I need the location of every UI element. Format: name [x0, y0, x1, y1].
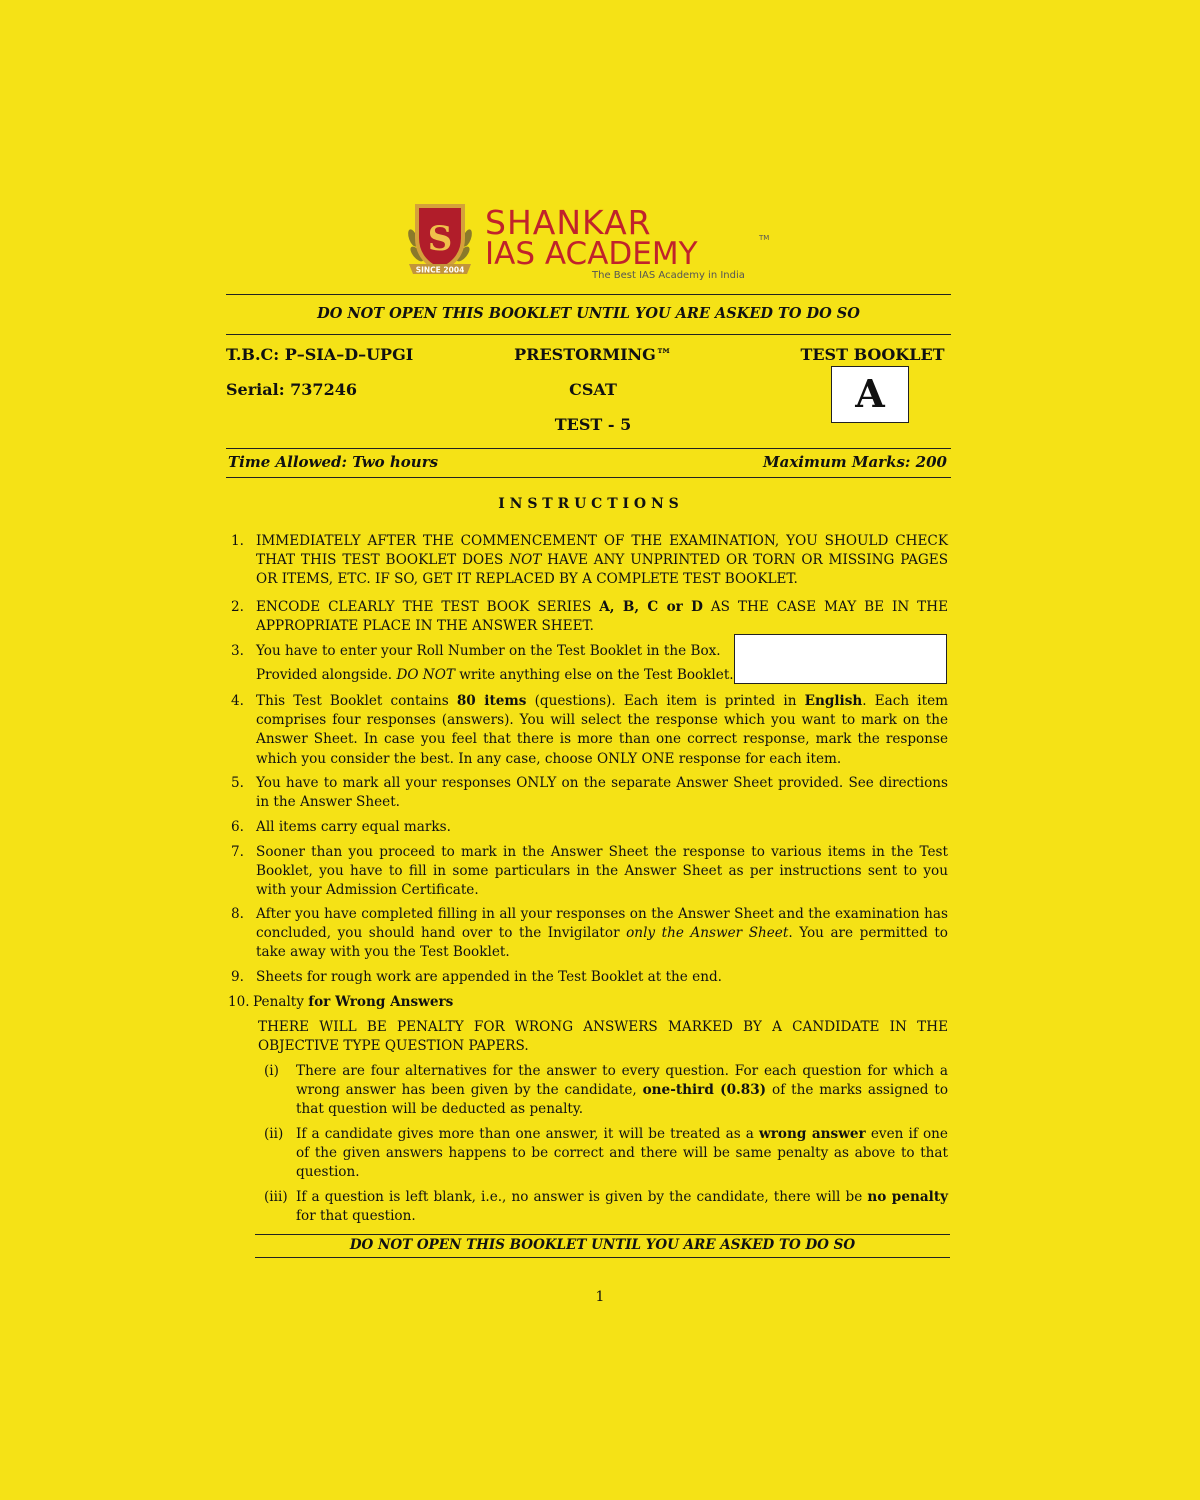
- series-box: [831, 366, 909, 423]
- divider: [226, 477, 951, 478]
- prestorming-title: PRESTORMING™: [514, 345, 672, 364]
- roll-number-box[interactable]: [734, 634, 947, 684]
- item-number: 7.: [231, 844, 244, 860]
- series-letter: A: [855, 371, 885, 416]
- divider: [226, 448, 951, 449]
- logo-line-1: SHANKAR: [485, 203, 652, 242]
- item-number: 8.: [231, 906, 244, 922]
- item-number: 2.: [231, 599, 244, 615]
- sub-item-number: (ii): [264, 1126, 284, 1142]
- logo-tagline: The Best IAS Academy in India: [592, 270, 745, 281]
- penalty-paragraph: THERE WILL BE PENALTY FOR WRONG ANSWERS MARKED BY A CANDIDATE IN THE OBJECTIVE TYPE QUESTION PAPERS.: [258, 1019, 948, 1055]
- penalty-rule-1: There are four alternatives for the answer to every question. For each question for which a wrong answer has been given by the candidate, one-third (0.83) of the marks assigned to that question will be deducted as penalty.: [296, 1063, 948, 1118]
- csat-title: CSAT: [569, 380, 617, 399]
- serial-number: Serial: 737246: [226, 380, 357, 399]
- item-number: 4.: [231, 693, 244, 709]
- page-number: 1: [595, 1289, 605, 1305]
- sub-item-number: (i): [264, 1063, 279, 1079]
- instruction-item-6: All items carry equal marks.: [256, 819, 451, 835]
- test-booklet-label: TEST BOOKLET: [800, 345, 945, 364]
- item-number: 3.: [231, 643, 244, 659]
- item-number: 1.: [231, 533, 244, 549]
- instruction-item-1: IMMEDIATELY AFTER THE COMMENCEMENT OF THE EXAMINATION, YOU SHOULD CHECK THAT THIS TEST BOOKLET DOES NOT HAVE ANY UNPRINTED OR TORN OR MISSING PAGES OR ITEMS, ETC. IF SO, GET IT REPLACED BY A COMPLETE TEST BOOKLET.: [256, 533, 949, 588]
- penalty-rule-3: If a question is left blank, i.e., no answer is given by the candidate, there will be no penalty for that question.: [296, 1189, 948, 1225]
- penalty-rule-2: If a candidate gives more than one answer, it will be treated as a wrong answer even if one of the given answers happens to be correct and there will be same penalty as above to that question.: [296, 1126, 948, 1181]
- maximum-marks: Maximum Marks: 200: [763, 453, 947, 471]
- tbc-code: T.B.C: P–SIA–D–UPGI: [226, 345, 414, 364]
- since-text: SINCE 2004: [415, 265, 465, 275]
- top-warning-banner: DO NOT OPEN THIS BOOKLET UNTIL YOU ARE ASKED TO DO SO: [317, 305, 860, 322]
- divider: [255, 1257, 950, 1258]
- bottom-warning-banner: DO NOT OPEN THIS BOOKLET UNTIL YOU ARE ASKED TO DO SO: [349, 1237, 856, 1253]
- academy-logo: [405, 198, 785, 284]
- item-number: 5.: [231, 775, 244, 791]
- divider: [255, 1234, 950, 1235]
- instruction-item-8: After you have completed filling in all your responses on the Answer Sheet and the examination has concluded, you should hand over to the Invigilator only the Answer Sheet. You are permitted to take away with you the Test Booklet.: [256, 906, 948, 961]
- instruction-item-10-heading: Penalty for Wrong Answers: [253, 994, 454, 1010]
- item-number: 9.: [231, 969, 244, 985]
- instruction-item-2: ENCODE CLEARLY THE TEST BOOK SERIES A, B, C or D AS THE CASE MAY BE IN THE APPROPRIATE PLACE IN THE ANSWER SHEET.: [256, 599, 949, 635]
- emblem-letter: S: [427, 219, 453, 259]
- divider: [226, 294, 951, 295]
- instructions-title: I N S T R U C T I O N S: [498, 496, 679, 512]
- test-number: TEST - 5: [554, 415, 632, 434]
- time-allowed: Time Allowed: Two hours: [228, 453, 439, 471]
- instruction-item-5: You have to mark all your responses ONLY on the separate Answer Sheet provided. See directions in the Answer Sheet.: [256, 775, 948, 811]
- instruction-item-3-line-2: Provided alongside. DO NOT write anything else on the Test Booklet.: [256, 667, 734, 683]
- item-number: 6.: [231, 819, 244, 835]
- sub-item-number: (iii): [264, 1189, 288, 1205]
- instruction-item-9: Sheets for rough work are appended in the Test Booklet at the end.: [256, 969, 722, 985]
- divider: [226, 334, 951, 335]
- logo-line-2: IAS ACADEMY: [485, 236, 698, 272]
- item-number: 10.: [228, 994, 250, 1010]
- instruction-item-4: This Test Booklet contains 80 items (questions). Each item is printed in English. Each item comprises four responses (answers). You will select the response which you want to mark on the Answer Sheet. In case you feel that there is more than one correct response, mark the response which you consider the best. In any case, choose ONLY ONE response for each item.: [256, 693, 949, 767]
- instruction-item-3-line-1: You have to enter your Roll Number on the Test Booklet in the Box.: [256, 643, 721, 659]
- instruction-item-7: Sooner than you proceed to mark in the Answer Sheet the response to various items in the Test Booklet, you have to fill in some particulars in the Answer Sheet as per instructions sent to you with your Admission Certificate.: [256, 844, 948, 899]
- logo-trademark: TM: [759, 234, 770, 242]
